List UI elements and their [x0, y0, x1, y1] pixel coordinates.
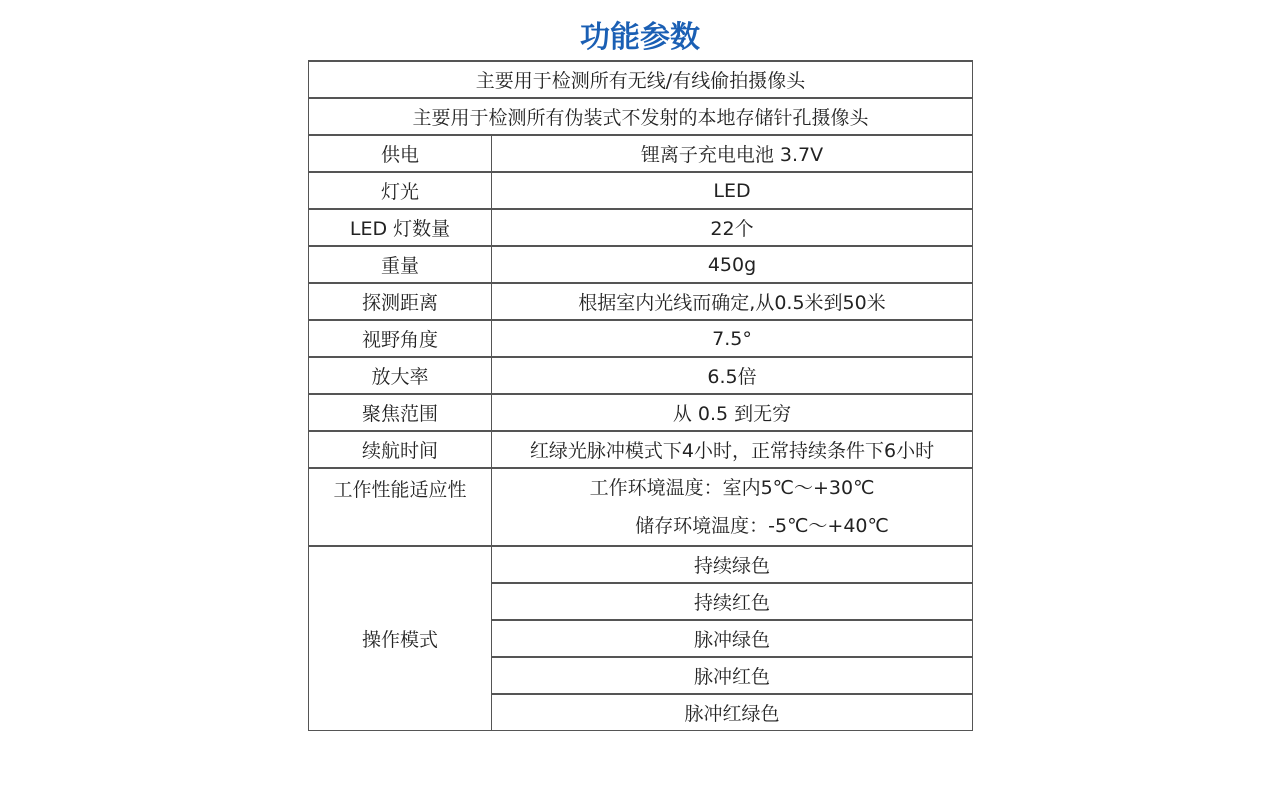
spec-row-power: [309, 135, 973, 172]
spec-label: 重量: [309, 246, 492, 283]
spec-value-environment: [492, 468, 973, 546]
mode-item: 持续绿色: [492, 546, 973, 583]
spec-row-light: [309, 172, 973, 209]
spec-row-view-angle: [309, 320, 973, 357]
spec-value: 红绿光脉冲模式下4小时，正常持续条件下6小时: [492, 431, 973, 468]
storage-temperature: 储存环境温度：-5℃～+40℃: [635, 515, 889, 537]
spec-row-led-count: [309, 209, 973, 246]
mode-item: 脉冲红绿色: [492, 694, 973, 731]
spec-label: 探测距离: [309, 283, 492, 320]
spec-table: [308, 60, 973, 731]
intro-row: [309, 61, 973, 98]
spec-value: 450g: [492, 246, 973, 283]
spec-row-focus-range: [309, 394, 973, 431]
spec-row-environment: [309, 468, 973, 546]
spec-value: 7.5°: [492, 320, 973, 357]
spec-row-weight: [309, 246, 973, 283]
spec-label: 操作模式: [309, 546, 492, 731]
mode-item: 持续红色: [492, 583, 973, 620]
spec-label: 视野角度: [309, 320, 492, 357]
spec-row-magnification: [309, 357, 973, 394]
intro-row: [309, 98, 973, 135]
spec-row-detect-distance: [309, 283, 973, 320]
spec-value: 锂离子充电电池 3.7V: [492, 135, 973, 172]
spec-label: 供电: [309, 135, 492, 172]
page-title: 功能参数: [580, 20, 700, 55]
spec-label: 灯光: [309, 172, 492, 209]
spec-label: 放大率: [309, 357, 492, 394]
intro-cell: 主要用于检测所有伪装式不发射的本地存储针孔摄像头: [309, 98, 973, 135]
spec-value: 22个: [492, 209, 973, 246]
spec-label: 工作性能适应性: [309, 468, 492, 546]
mode-item: 脉冲红色: [492, 657, 973, 694]
spec-label: LED 灯数量: [309, 209, 492, 246]
spec-label: 续航时间: [309, 431, 492, 468]
intro-cell: 主要用于检测所有无线/有线偷拍摄像头: [309, 61, 973, 98]
spec-row-mode: [309, 546, 973, 583]
spec-value: 从 0.5 到无穷: [492, 394, 973, 431]
spec-row-battery-life: [309, 431, 973, 468]
operating-temperature: 工作环境温度：室内5℃～+30℃: [589, 477, 875, 499]
spec-value: 根据室内光线而确定,从0.5米到50米: [492, 283, 973, 320]
mode-item: 脉冲绿色: [492, 620, 973, 657]
spec-value: 6.5倍: [492, 357, 973, 394]
spec-label: 聚焦范围: [309, 394, 492, 431]
spec-value: LED: [492, 172, 973, 209]
